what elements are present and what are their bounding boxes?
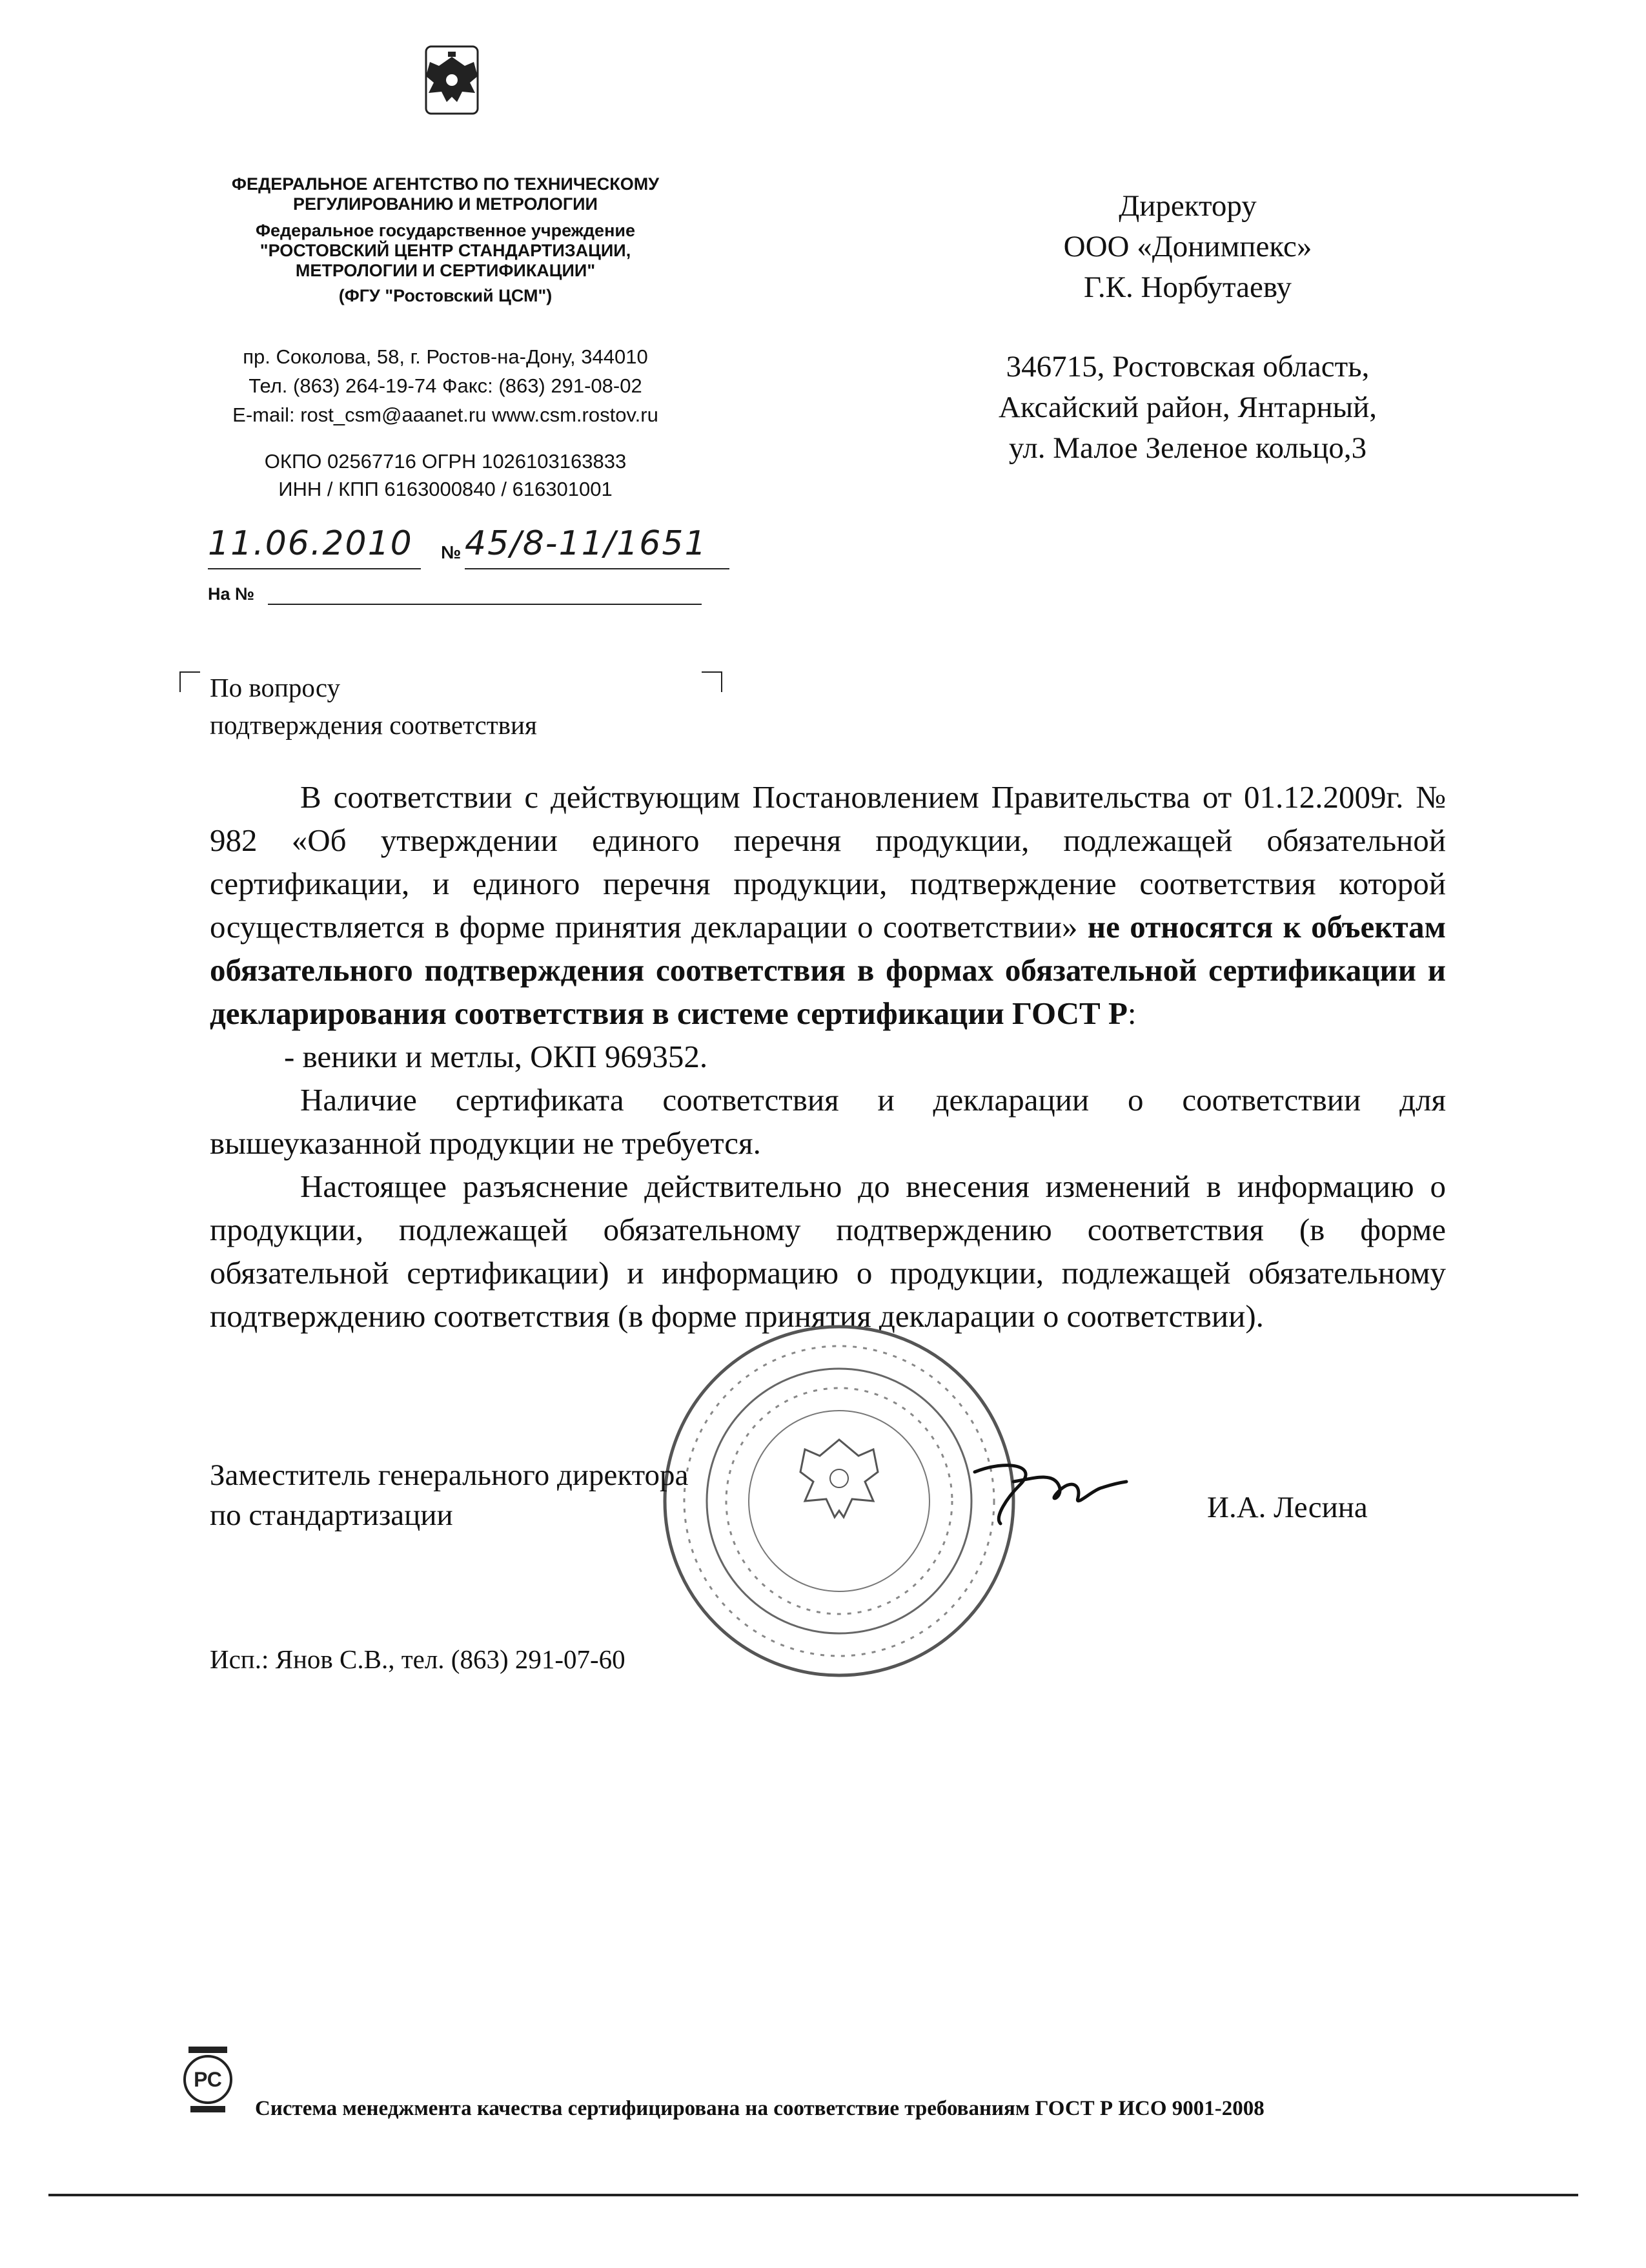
organization-header: [161, 174, 729, 306]
subject-line-2: подтверждения соответствия: [210, 710, 537, 740]
signatory-position-line-1: Заместитель генерального директора: [210, 1458, 689, 1492]
addressee-address: [897, 347, 1478, 469]
footer-rule: [48, 2194, 1578, 2196]
org-email-web: E-mail: rost_csm@aaanet.ru www.csm.rostov.ru: [232, 404, 658, 426]
subject-corner-left: [179, 671, 200, 692]
body-p1-regular: В соответствии с действующим Постановлением Правительства от 01.12.2009г. № 982 «Об утверждении единого перечня продукции, подлежащей обязательной сертификации, и единого перечня продукции, подтверждение соответствия которой осуществляется в форме принятия декларации о соответствии»: [210, 779, 1446, 945]
org-line-2: "РОСТОВСКИЙ ЦЕНТР СТАНДАРТИЗАЦИИ,: [259, 241, 631, 260]
outgoing-number: 45/8-11/1651: [465, 524, 707, 563]
agency-line-1: ФЕДЕРАЛЬНОЕ АГЕНТСТВО ПО ТЕХНИЧЕСКОМУ: [231, 174, 660, 194]
body-paragraph-2: Наличие сертификата соответствия и декларации о соответствии для вышеуказанной продукции не требуется.: [210, 1082, 1446, 1161]
executor-contact: Исп.: Янов С.В., тел. (863) 291-07-60: [210, 1644, 625, 1674]
address-line-1: 346715, Ростовская область,: [1006, 350, 1370, 383]
org-phones: Тел. (863) 264-19-74 Факс: (863) 291-08-02: [249, 374, 642, 397]
outgoing-date: 11.06.2010: [208, 524, 413, 563]
body-p1-end: :: [1127, 996, 1137, 1031]
agency-line-2: РЕГУЛИРОВАНИЮ И МЕТРОЛОГИИ: [293, 194, 598, 214]
signatory-position-line-2: по стандартизации: [210, 1498, 453, 1532]
org-address: пр. Соколова, 58, г. Ростов-на-Дону, 344010: [243, 345, 648, 368]
organization-contacts: [161, 342, 729, 429]
subject-corner-right: [702, 671, 722, 692]
letter-body: [210, 775, 1446, 1338]
number-label: №: [441, 542, 462, 562]
date-underline: [208, 568, 421, 569]
body-paragraph-1: [210, 775, 1446, 1035]
address-line-2: Аксайский район, Янтарный,: [998, 391, 1377, 424]
org-line-1: Федеральное государственное учреждение: [255, 221, 635, 240]
number-underline: [465, 568, 729, 569]
handwritten-signature: [968, 1446, 1136, 1537]
body-paragraph-3: Настоящее разъяснение действительно до внесения изменений в информацию о продукции, подлежащей обязательному подтверждению соответствия (в форме обязательной сертификации) и информацию о продукции, подлежащей обязательному подтверждению соответствия (в форме принятия декларации о соответствии).: [210, 1169, 1446, 1334]
reply-to-label: На №: [208, 584, 255, 604]
address-line-3: ул. Малое Зеленое кольцо,3: [1008, 431, 1367, 465]
addressee-block: [897, 186, 1478, 308]
signatory-position: [210, 1455, 688, 1535]
body-p1-bold: не относятся к объектам обязательного подтверждения соответствия в формах обязательной сертификации и декларирования соответствия в системе сертификации ГОСТ Р: [210, 909, 1446, 1031]
quality-certification-note: Система менеджмента качества сертифицирована на соответствие требованиям ГОСТ Р ИСО 9001-2008: [255, 2097, 1265, 2120]
svg-text:РС: РС: [194, 2068, 222, 2091]
inn-kpp: ИНН / КПП 6163000840 / 616301001: [278, 478, 613, 500]
org-short-name: (ФГУ "Ростовский ЦСМ"): [338, 286, 553, 305]
addressee-company: ООО «Донимпекс»: [1063, 230, 1312, 263]
org-line-3: МЕТРОЛОГИИ И СЕРТИФИКАЦИИ": [295, 261, 596, 280]
certification-mark-logo: [172, 2044, 243, 2115]
signatory-name: И.А. Лесина: [1207, 1491, 1368, 1524]
body-list-item: - веники и метлы, ОКП 969352.: [284, 1039, 708, 1074]
subject-line-1: По вопросу: [210, 673, 341, 702]
okpo-ogrn: ОКПО 02567716 ОГРН 1026103163833: [264, 450, 627, 473]
subject-block: [210, 669, 537, 744]
coat-of-arms-emblem: [387, 37, 516, 167]
organization-codes: [161, 447, 729, 503]
reply-to-underline: [268, 604, 702, 605]
addressee-title: Директору: [1119, 189, 1257, 223]
addressee-name: Г.К. Норбутаеву: [1084, 271, 1292, 304]
